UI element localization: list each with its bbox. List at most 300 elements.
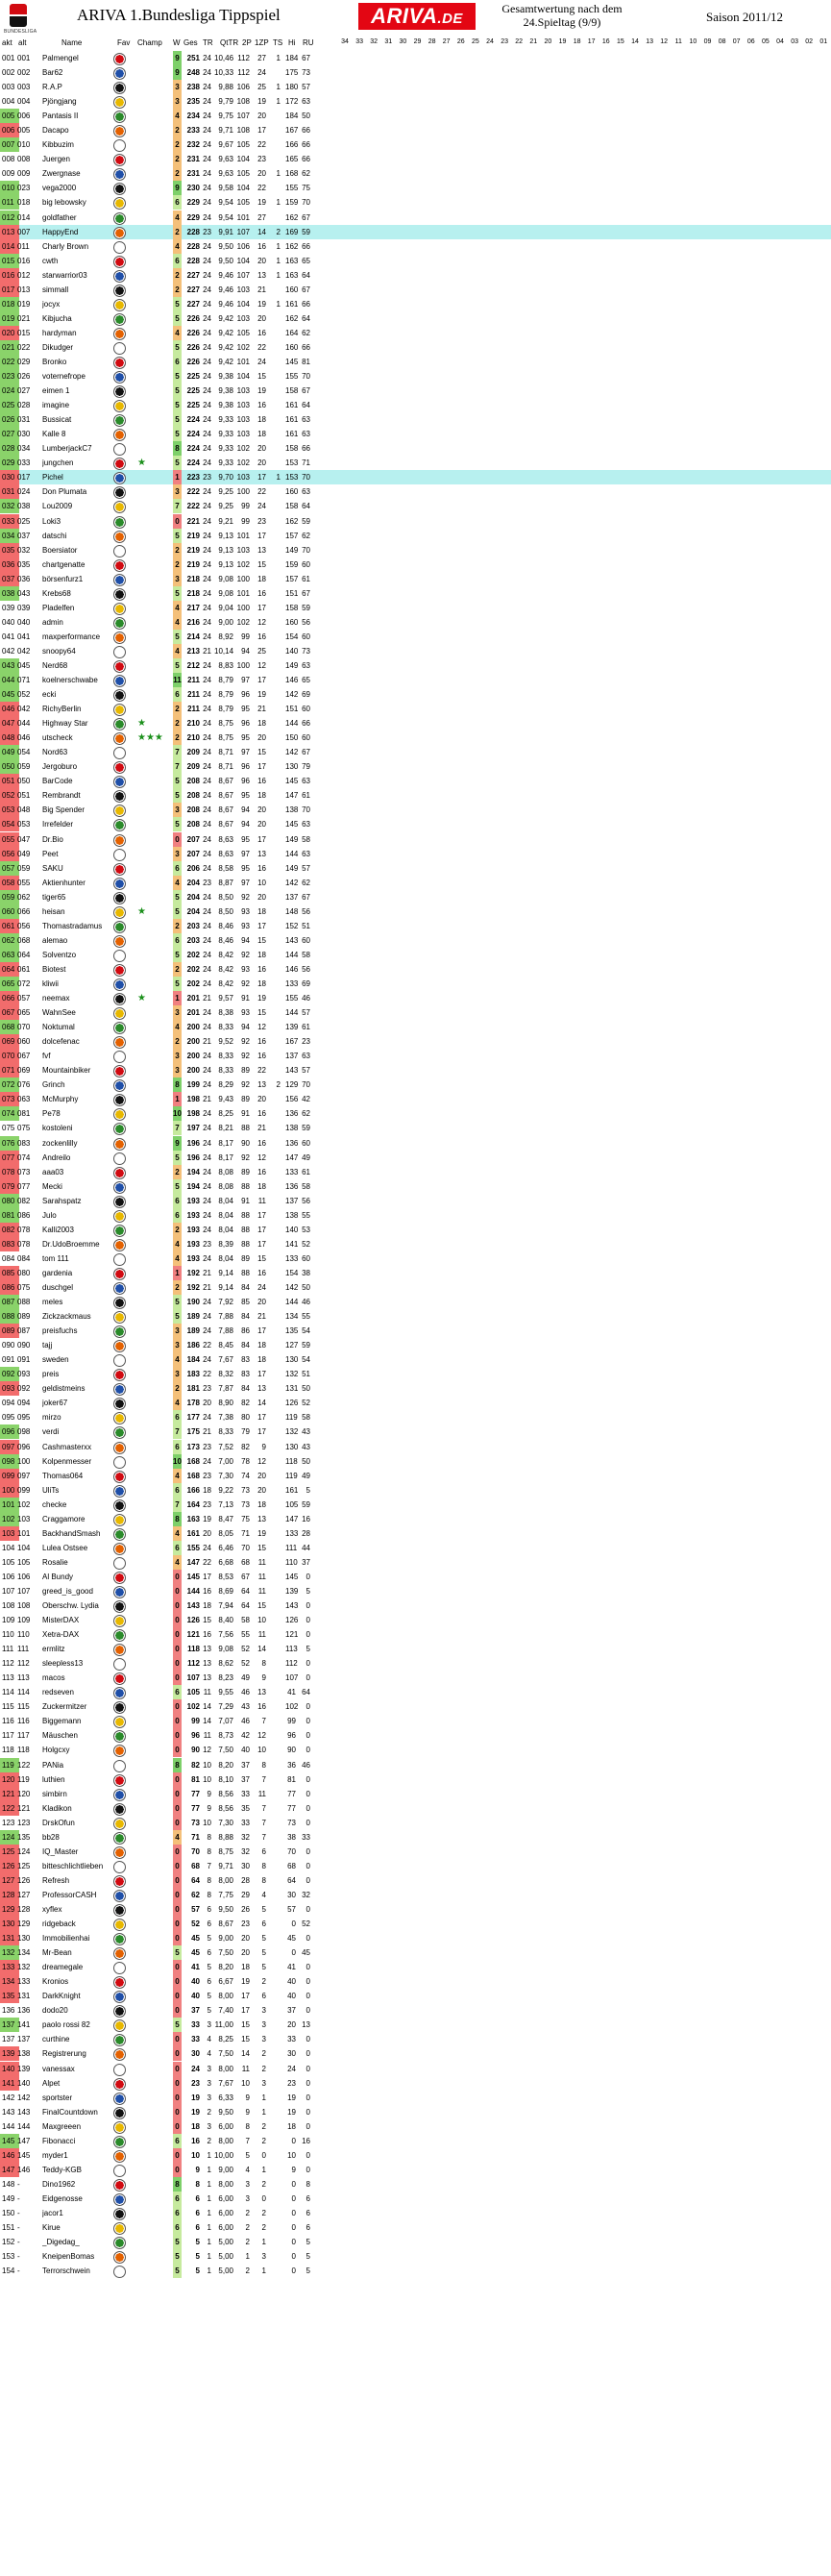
cell-name[interactable]: preisfuchs [42, 1326, 78, 1336]
cell-name[interactable]: Noktumal [42, 1023, 75, 1032]
cell-name[interactable]: Andreilo [42, 1152, 71, 1162]
gameday-label-33: 33 [355, 38, 363, 45]
cell-name[interactable]: Kirue [42, 2223, 61, 2233]
cell-qtr: 8,46 [218, 935, 233, 945]
cell-name[interactable]: Maxgreeen [42, 2121, 82, 2131]
cell-name[interactable]: Irrefelder [42, 820, 74, 830]
cell-name[interactable]: sportster [42, 2093, 73, 2102]
cell-name[interactable]: gardenia [42, 1268, 73, 1277]
cell-zp1: 18 [257, 574, 266, 583]
cell-name[interactable]: Rosalie [42, 1557, 68, 1567]
table-row [0, 803, 831, 817]
cell-name[interactable]: redseven [42, 1688, 74, 1697]
club-crest-icon [113, 53, 126, 65]
cell-name[interactable]: greed_is_good [42, 1586, 93, 1596]
cell-name[interactable]: Peet [42, 849, 59, 858]
cell-name[interactable]: xyflex [42, 1905, 62, 1914]
cell-zp1: 14 [257, 1645, 266, 1654]
club-crest-icon [113, 2193, 126, 2206]
cell-name[interactable]: simmall [42, 285, 69, 294]
cell-qtr: 9,38 [218, 372, 233, 382]
cell-name[interactable]: Dino1962 [42, 2179, 76, 2189]
cell-name[interactable]: Grinch [42, 1080, 65, 1090]
cell-name[interactable]: DarkKnight [42, 1992, 81, 2001]
cell-name[interactable]: Kibbuzim [42, 140, 74, 150]
cell-name[interactable]: simbirn [42, 1789, 67, 1798]
cell-ges: 186 [186, 1341, 200, 1350]
cell-name[interactable]: Dikudger [42, 342, 74, 352]
cell-name[interactable]: tom 111 [42, 1253, 69, 1263]
cell-name[interactable]: Kladikon [42, 1803, 72, 1813]
cell-akt: 103 [0, 1526, 19, 1541]
table-row [0, 847, 831, 861]
cell-name[interactable]: PANia [42, 1760, 64, 1770]
cell-hi: 107 [285, 1673, 299, 1683]
cell-name[interactable]: Oberschw. Lydia [42, 1601, 99, 1611]
cell-name[interactable]: Mecki [42, 1181, 62, 1191]
cell-name[interactable]: snoopy64 [42, 646, 76, 656]
cell-qtr: 9,00 [218, 2165, 233, 2174]
cell-name[interactable]: Thomastradamus [42, 921, 103, 930]
cell-zp1: 27 [257, 212, 266, 222]
cell-tr: 24 [203, 270, 211, 280]
cell-w: 0 [173, 1801, 182, 1816]
cell-p2: 3 [245, 2179, 250, 2189]
cell-name[interactable]: Bar62 [42, 68, 63, 78]
cell-qtr: 8,23 [218, 1673, 233, 1683]
cell-p2: 97 [241, 748, 250, 757]
cell-name[interactable]: Dacapo [42, 126, 69, 136]
cell-name[interactable]: utscheck [42, 733, 73, 743]
cell-ges: 200 [186, 1066, 200, 1076]
cell-akt: 030 [0, 470, 19, 484]
cell-name[interactable]: Bronko [42, 357, 67, 366]
cell-ru: 62 [302, 878, 310, 887]
cell-name[interactable]: Biotest [42, 964, 66, 974]
cell-name[interactable]: Mr-Bean [42, 1948, 72, 1958]
table-row [0, 1656, 831, 1671]
cell-name[interactable]: verdi [42, 1427, 60, 1437]
cell-akt: 058 [0, 876, 19, 890]
cell-name[interactable]: Don Plumata [42, 487, 87, 497]
cell-w: 0 [173, 1772, 182, 1787]
cell-name[interactable]: neemax [42, 994, 70, 1003]
cell-name[interactable]: Terrorschwein [42, 2266, 90, 2276]
cell-name[interactable]: koelnerschwabe [42, 676, 98, 685]
club-crest-icon [113, 2136, 126, 2148]
cell-name[interactable]: Kolpenmesser [42, 1456, 92, 1466]
cell-name[interactable]: Kalli2003 [42, 1225, 74, 1234]
cell-ges: 121 [186, 1630, 200, 1640]
cell-alt: 076 [17, 1080, 31, 1090]
cell-alt: 107 [17, 1586, 31, 1596]
cell-name[interactable]: ProfessorCASH [42, 1890, 97, 1899]
table-row [0, 225, 831, 239]
club-crest-icon [113, 82, 126, 94]
table-row [0, 181, 831, 195]
club-crest-icon [113, 1311, 126, 1324]
cell-w: 8 [173, 1077, 182, 1092]
cell-w: 4 [173, 1251, 182, 1266]
cell-akt: 032 [0, 499, 19, 513]
cell-name[interactable]: Xetra-DAX [42, 1630, 80, 1640]
cell-ges: 178 [186, 1399, 200, 1408]
cell-p2: 102 [236, 342, 250, 352]
cell-qtr: 9,46 [218, 285, 233, 294]
cell-hi: 148 [285, 906, 299, 916]
cell-ru: 0 [306, 1789, 310, 1798]
cell-name[interactable]: sweden [42, 1355, 69, 1365]
cell-name[interactable]: alemao [42, 935, 68, 945]
cell-name[interactable]: chartgenatte [42, 559, 86, 569]
cell-w: 5 [173, 977, 182, 991]
cell-hi: 41 [287, 1688, 296, 1697]
cell-name[interactable]: jacor1 [42, 2208, 63, 2217]
cell-ges: 208 [186, 805, 200, 815]
cell-qtr: 8,08 [218, 1167, 233, 1177]
cell-name[interactable]: Lulea Ostsee [42, 1543, 88, 1552]
cell-name[interactable]: MisterDAX [42, 1616, 80, 1625]
cell-name[interactable]: UliTs [42, 1485, 60, 1495]
cell-name[interactable]: kliwii [42, 979, 59, 988]
table-row [0, 861, 831, 876]
cell-p2: 17 [241, 1992, 250, 2001]
ariva-logo[interactable] [358, 3, 476, 30]
cell-name[interactable]: Dr.UdoBroemme [42, 1239, 100, 1249]
cell-ru: 60 [302, 733, 310, 743]
club-crest-icon [113, 443, 126, 456]
cell-name[interactable]: Pe78 [42, 1109, 61, 1119]
cell-name[interactable]: tajj [42, 1341, 53, 1350]
cell-ts: 1 [276, 241, 281, 251]
cell-ru: 43 [302, 1427, 310, 1437]
club-crest-icon [113, 1094, 126, 1106]
cell-name[interactable]: Refresh [42, 1875, 70, 1885]
cell-ges: 147 [186, 1557, 200, 1567]
cell-name[interactable]: Alpet [42, 2078, 61, 2088]
cell-name[interactable]: Jergoburo [42, 762, 78, 772]
cell-name[interactable]: Charly Brown [42, 241, 89, 251]
cell-w: 5 [173, 2235, 182, 2249]
cell-akt: 129 [0, 1902, 19, 1917]
cell-name[interactable]: hardyman [42, 328, 77, 337]
cell-tr: 13 [203, 1645, 211, 1654]
cell-name[interactable]: goldfather [42, 212, 77, 222]
cell-name[interactable]: FinalCountdown [42, 2107, 98, 2117]
cell-alt: 097 [17, 1471, 31, 1480]
cell-name[interactable]: datschi [42, 531, 67, 540]
cell-ges: 200 [186, 1037, 200, 1047]
cell-name[interactable]: big lebowsky [42, 198, 86, 208]
cell-alt: 108 [17, 1601, 31, 1611]
cell-name[interactable]: RichyBerlin [42, 705, 82, 714]
cell-name[interactable]: Mountainbiker [42, 1066, 91, 1076]
cell-name[interactable]: Highway Star [42, 719, 88, 729]
cell-name[interactable]: myder1 [42, 2150, 68, 2160]
cell-name[interactable]: cwth [42, 256, 59, 265]
cell-name[interactable]: Nord63 [42, 748, 68, 757]
cell-name[interactable]: Pjöngjang [42, 97, 77, 107]
cell-name[interactable]: Thomas064 [42, 1471, 84, 1480]
cell-name[interactable]: sleepless13 [42, 1659, 84, 1669]
cell-name[interactable]: bitteschlichtlieben [42, 1861, 104, 1870]
cell-name[interactable]: mirzo [42, 1413, 61, 1423]
cell-name[interactable]: Immobilienhai [42, 1934, 90, 1944]
cell-hi: 175 [285, 68, 299, 78]
cell-name[interactable]: Dr.Bio [42, 834, 63, 844]
cell-name[interactable]: imagine [42, 401, 70, 410]
cell-akt: 011 [0, 195, 19, 210]
cell-name[interactable]: admin [42, 617, 63, 627]
cell-w: 2 [173, 283, 182, 297]
cell-tr: 24 [203, 1196, 211, 1205]
cell-p2: 64 [241, 1586, 250, 1596]
cell-tr: 24 [203, 531, 211, 540]
cell-name[interactable]: Al Bundy [42, 1572, 74, 1581]
cell-akt: 137 [2, 2035, 15, 2044]
cell-name[interactable]: ridgeback [42, 1920, 76, 1929]
cell-alt: 115 [17, 1702, 30, 1712]
cell-ru: 59 [302, 603, 310, 612]
cell-name[interactable]: Solventzo [42, 950, 77, 959]
cell-name[interactable]: Pantasis II [42, 111, 79, 121]
cell-name[interactable]: Boersiator [42, 545, 78, 555]
cell-name[interactable]: checke [42, 1499, 67, 1509]
cell-name[interactable]: börsenfurz1 [42, 574, 84, 583]
cell-name[interactable]: Julo [42, 1210, 57, 1220]
cell-name[interactable]: eimen 1 [42, 386, 70, 396]
cell-w: 4 [173, 1237, 182, 1251]
cell-name[interactable]: Pladelfen [42, 603, 75, 612]
cell-name[interactable]: geldistmeins [42, 1384, 86, 1394]
cell-w: 0 [173, 2091, 182, 2105]
cell-ru: 63 [302, 777, 310, 786]
cell-name[interactable]: voternefrope [42, 372, 86, 382]
cell-ges: 251 [186, 54, 200, 62]
cell-name[interactable]: fvf [42, 1052, 51, 1061]
cell-zp1: 17 [257, 921, 266, 930]
cell-name[interactable]: HappyEnd [42, 227, 79, 236]
cell-name[interactable]: heisan [42, 906, 65, 916]
cell-qtr: 9,46 [218, 270, 233, 280]
cell-name[interactable]: duschgel [42, 1282, 74, 1292]
cell-hi: 157 [285, 531, 299, 540]
cell-alt: 131 [17, 1992, 31, 2001]
cell-ru: 79 [302, 762, 310, 772]
cell-ges: 224 [186, 415, 200, 425]
cell-zp1: 20 [257, 1471, 266, 1480]
cell-w: 8 [173, 1758, 182, 1772]
cell-name[interactable]: jocyx [42, 299, 61, 309]
col-name: Name [61, 38, 83, 47]
champion-star-icon: ★ [137, 718, 146, 730]
cell-tr: 8 [207, 1832, 211, 1842]
cell-w: 2 [173, 1381, 182, 1396]
cell-name[interactable]: Rembrandt [42, 791, 81, 801]
cell-name[interactable]: jungchen [42, 458, 74, 468]
cell-zp1: 17 [257, 473, 266, 483]
cell-ges: 235 [186, 97, 200, 107]
cell-name[interactable]: Palmengel [42, 54, 79, 62]
cell-name[interactable]: Craggamore [42, 1514, 86, 1523]
cell-name[interactable]: Juergen [42, 155, 70, 164]
cell-name[interactable]: meles [42, 1298, 63, 1307]
cell-name[interactable]: Lou2009 [42, 502, 73, 511]
cell-name[interactable]: Mäuschen [42, 1731, 78, 1741]
cell-name[interactable]: Cashmasterxx [42, 1442, 92, 1451]
cell-name[interactable]: preis [42, 1370, 60, 1379]
cell-name[interactable]: ecki [42, 690, 57, 700]
club-crest-icon [113, 270, 126, 283]
table-row [0, 2192, 831, 2206]
cell-p2: 28 [241, 1875, 250, 1885]
cell-name[interactable]: BackhandSmash [42, 1528, 101, 1538]
cell-ts: 1 [276, 54, 281, 62]
cell-name[interactable]: Teddy-KGB [42, 2165, 82, 2174]
cell-name[interactable]: Aktienhunter [42, 878, 86, 887]
cell-name[interactable]: Fibonacci [42, 2136, 76, 2145]
cell-name[interactable]: luthien [42, 1774, 65, 1784]
cell-alt: 128 [17, 1905, 31, 1914]
cell-hi: 141 [285, 1239, 299, 1249]
cell-qtr: 10,33 [214, 68, 234, 78]
cell-tr: 1 [207, 2208, 211, 2217]
cell-alt: 122 [17, 1760, 31, 1770]
cell-name[interactable]: ermlitz [42, 1645, 65, 1654]
cell-name[interactable]: SAKU [42, 863, 63, 873]
cell-name[interactable]: kostoleni [42, 1124, 73, 1133]
cell-ges: 33 [191, 2020, 200, 2030]
cell-name[interactable]: Zuckermitzer [42, 1702, 87, 1712]
club-crest-icon [113, 2121, 126, 2134]
cell-name[interactable]: Kalle 8 [42, 430, 66, 439]
cell-akt: 091 [2, 1355, 15, 1365]
cell-tr: 6 [207, 1920, 211, 1929]
table-row [0, 731, 831, 745]
cell-ts: 1 [276, 198, 281, 208]
cell-akt: 006 [0, 123, 19, 137]
cell-alt: 082 [17, 1196, 31, 1205]
club-crest-icon [113, 1976, 126, 1989]
cell-name[interactable]: Big Spender [42, 805, 86, 815]
cell-zp1: 18 [257, 950, 266, 959]
cell-hi: 162 [285, 516, 299, 526]
club-crest-icon [113, 545, 126, 557]
cell-tr: 21 [203, 1427, 211, 1437]
cell-name[interactable]: Sarahspatz [42, 1196, 82, 1205]
cell-name[interactable]: DrskOfun [42, 1818, 75, 1827]
cell-p2: 104 [236, 184, 250, 193]
cell-name[interactable]: Biggemann [42, 1717, 82, 1726]
cell-name[interactable]: LumberjackC7 [42, 444, 92, 454]
cell-name[interactable]: Zickzackmaus [42, 1312, 91, 1322]
cell-w: 0 [173, 1656, 182, 1671]
cell-name[interactable]: dolcefenac [42, 1037, 80, 1047]
cell-zp1: 16 [257, 241, 266, 251]
cell-tr: 18 [203, 1485, 211, 1495]
cell-ges: 193 [186, 1196, 200, 1205]
ariva-logo-tld: .DE [437, 11, 463, 27]
cell-qtr: 9,08 [218, 574, 233, 583]
cell-name[interactable]: macos [42, 1673, 65, 1683]
cell-name[interactable]: aaa03 [42, 1167, 64, 1177]
cell-akt: 023 [0, 369, 19, 384]
cell-name[interactable]: WahnSee [42, 1008, 76, 1018]
cell-name[interactable]: KneipenBomas [42, 2252, 95, 2262]
cell-name[interactable]: R.A.P [42, 83, 62, 92]
table-row [0, 1483, 831, 1498]
cell-name[interactable]: tiger65 [42, 892, 66, 902]
cell-ru: 59 [302, 1124, 310, 1133]
cell-name[interactable]: Pichel [42, 473, 63, 483]
cell-name[interactable]: Zwergnase [42, 169, 81, 179]
table-row [0, 311, 831, 326]
cell-name[interactable]: Bussicat [42, 415, 72, 425]
cell-qtr: 8,71 [218, 748, 233, 757]
cell-name[interactable]: curthine [42, 2035, 70, 2044]
cell-name[interactable]: dodo20 [42, 2006, 68, 2016]
cell-p2: 105 [236, 328, 250, 337]
cell-qtr: 9,08 [218, 1645, 233, 1654]
club-crest-icon [113, 1818, 126, 1830]
cell-p2: 20 [241, 1948, 250, 1958]
cell-name[interactable]: dreamegale [42, 1963, 84, 1972]
cell-name[interactable]: zockenlilly [42, 1138, 78, 1148]
cell-alt: 116 [17, 1717, 30, 1726]
cell-name[interactable]: joker67 [42, 1399, 68, 1408]
cell-alt: 138 [17, 2049, 31, 2059]
cell-name[interactable]: Eidgenosse [42, 2193, 83, 2203]
cell-ges: 189 [186, 1312, 200, 1322]
cell-name[interactable]: IQ_Master [42, 1846, 79, 1856]
table-row [0, 2177, 831, 2192]
cell-name[interactable]: Kibjucha [42, 313, 72, 323]
cell-p2: 103 [236, 473, 250, 483]
cell-name[interactable]: starwarrior03 [42, 270, 87, 280]
cell-name[interactable]: paolo rossi 82 [42, 2020, 90, 2030]
cell-ges: 226 [186, 313, 200, 323]
cell-p2: 82 [241, 1442, 250, 1451]
cell-name[interactable]: Registrerung [42, 2049, 86, 2059]
cell-tr: 5 [207, 1992, 211, 2001]
cell-w: 5 [173, 1945, 182, 1960]
club-crest-icon [113, 2005, 126, 2018]
cell-name[interactable]: McMurphy [42, 1095, 79, 1104]
cell-name[interactable]: Loki3 [42, 516, 61, 526]
cell-qtr: 8,20 [218, 1963, 233, 1972]
cell-qtr: 8,00 [218, 2136, 233, 2145]
cell-alt: 121 [17, 1803, 31, 1813]
club-crest-icon [113, 2093, 126, 2105]
cell-ru: 66 [302, 140, 310, 150]
cell-name[interactable]: Nerd68 [42, 660, 68, 670]
cell-alt: 075 [17, 1124, 31, 1133]
cell-alt: 112 [17, 1659, 30, 1669]
cell-zp1: 7 [261, 1803, 266, 1813]
cell-name[interactable]: bb28 [42, 1832, 60, 1842]
cell-alt: 039 [17, 603, 31, 612]
cell-name[interactable]: _Digedag_ [42, 2238, 80, 2247]
cell-name[interactable]: maxperformance [42, 632, 101, 641]
cell-name[interactable]: Krebs68 [42, 588, 71, 598]
cell-name[interactable]: vega2000 [42, 184, 77, 193]
cell-akt: 016 [0, 268, 19, 283]
cell-qtr: 9,13 [218, 531, 233, 540]
cell-name[interactable]: vanessax [42, 2064, 75, 2073]
cell-name[interactable]: Holgcxy [42, 1746, 70, 1755]
cell-name[interactable]: Kronios [42, 1977, 69, 1987]
cell-name[interactable]: BarCode [42, 777, 73, 786]
